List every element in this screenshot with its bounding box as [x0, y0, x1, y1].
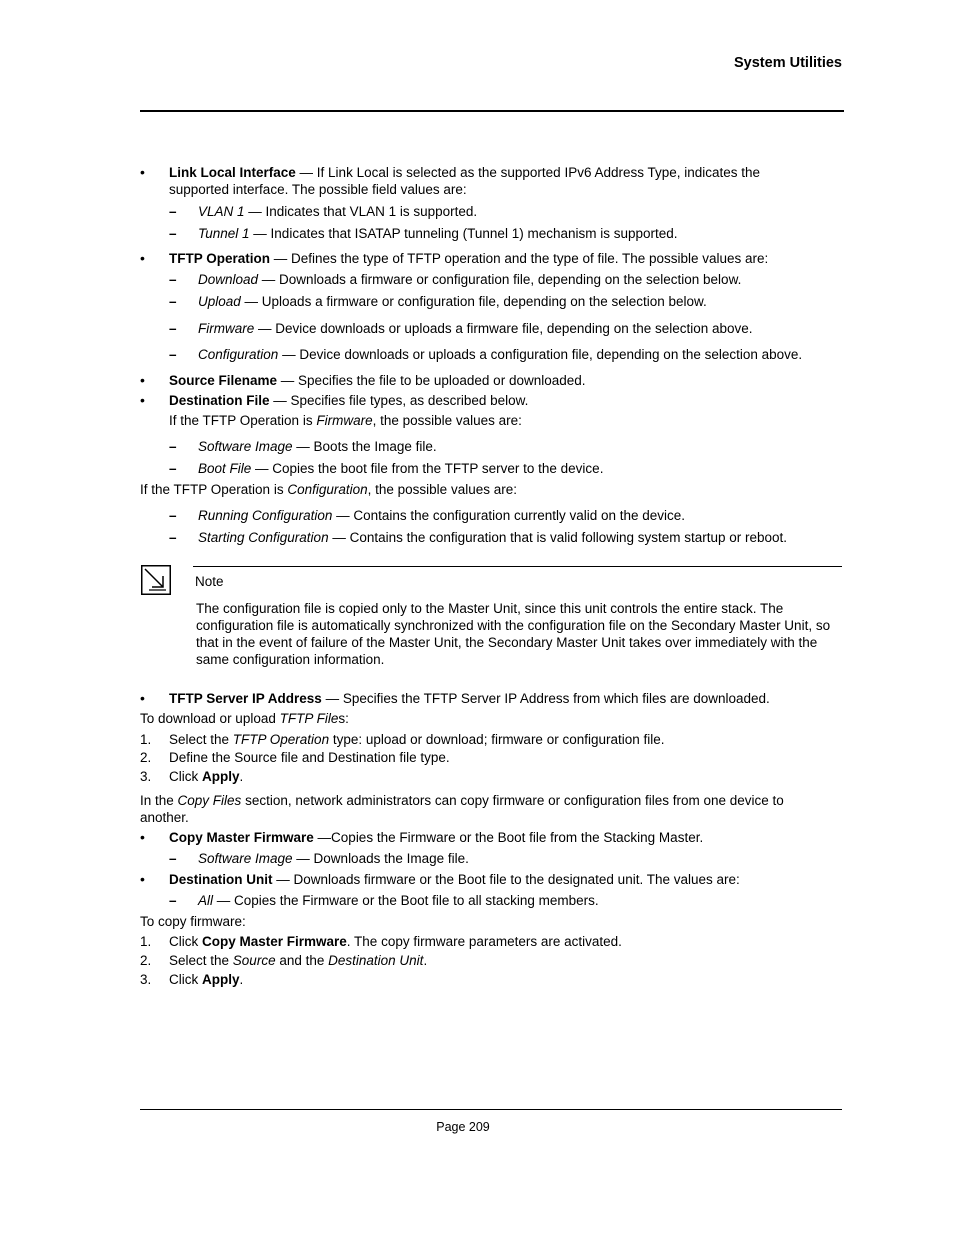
- step-click-apply: Click Apply.: [169, 769, 244, 784]
- note-label: Note: [195, 574, 224, 589]
- bullet-link-local-interface: Link Local Interface — If Link Local is selected as the supported IPv6 Address Type, indicates the: [169, 165, 761, 180]
- sub-all: All — Copies the Firmware or the Boot file to all stacking members.: [198, 893, 599, 908]
- download-intro: To download or upload TFTP Files:: [140, 711, 349, 726]
- step-number: 1.: [140, 732, 152, 747]
- dash: [169, 850, 177, 867]
- step-number: 2.: [140, 953, 152, 968]
- header-rule: [140, 110, 844, 112]
- dash: [169, 460, 177, 477]
- dash: [169, 529, 177, 546]
- dash: [169, 271, 177, 288]
- sub-starting-configuration: Starting Configuration — Contains the configuration that is valid following system startup or reboot.: [198, 530, 788, 545]
- bullet-destination-unit: Destination Unit — Downloads firmware or the Boot file to the designated unit. The values are:: [169, 872, 740, 887]
- sub-configuration: Configuration — Device downloads or uploads a configuration file, depending on the selection above.: [198, 347, 803, 362]
- dash: [169, 346, 177, 363]
- copy-files-intro: In the Copy Files section, network administrators can copy firmware or configuration files from one device to: [140, 793, 784, 808]
- dash: [169, 320, 177, 337]
- note-rule: [193, 566, 842, 567]
- copy-files-intro-cont: another.: [140, 810, 189, 825]
- bullet: [140, 164, 145, 181]
- bullet-link-local-interface-cont: supported interface. The possible field values are:: [169, 182, 467, 197]
- sub-firmware: Firmware — Device downloads or uploads a firmware file, depending on the selection above.: [198, 321, 753, 336]
- dash: [169, 892, 177, 909]
- dash: [169, 293, 177, 310]
- step-select-source-destination: Select the Source and the Destination Unit.: [169, 953, 428, 968]
- step-click-apply-2: Click Apply.: [169, 972, 244, 987]
- sub-vlan-1: VLAN 1 — Indicates that VLAN 1 is supported.: [198, 204, 478, 219]
- step-click-copy-master: Click Copy Master Firmware. The copy firmware parameters are activated.: [169, 934, 622, 949]
- sub-tunnel-1: Tunnel 1 — Indicates that ISATAP tunneling (Tunnel 1) mechanism is supported.: [198, 226, 678, 241]
- bullet: [140, 372, 145, 389]
- step-define-files: Define the Source file and Destination file type.: [169, 750, 450, 765]
- sub-download: Download — Downloads a firmware or configuration file, depending on the selection below.: [198, 272, 742, 287]
- configuration-intro: If the TFTP Operation is Configuration, the possible values are:: [140, 482, 517, 497]
- step-number: 3.: [140, 972, 152, 987]
- step-number: 1.: [140, 934, 152, 949]
- note-body: The configuration file is copied only to the Master Unit, since this unit controls the entire stack. The configuration file is automatically synchronized with the configuration file on the Secondary Master Unit, so that in the event of failure of the Master Unit, the Secondary Master Unit takes over immediately with the same configuration information.: [196, 601, 831, 667]
- bullet: [140, 392, 145, 409]
- step-number: 3.: [140, 769, 152, 784]
- sub-running-configuration: Running Configuration — Contains the configuration currently valid on the device.: [198, 508, 686, 523]
- sub-software-image-download: Software Image — Downloads the Image file.: [198, 851, 469, 866]
- page-number: Page 209: [436, 1120, 490, 1134]
- firmware-intro: If the TFTP Operation is Firmware, the possible values are:: [169, 413, 522, 428]
- bullet-tftp-operation: TFTP Operation — Defines the type of TFTP operation and the type of file. The possible values are:: [169, 251, 769, 266]
- footer-rule: [140, 1109, 842, 1110]
- dash: [169, 438, 177, 455]
- bullet-destination-file: Destination File — Specifies file types, as described below.: [169, 393, 529, 408]
- bullet: [140, 690, 145, 707]
- bullet-tftp-server-ip-address: TFTP Server IP Address — Specifies the TFTP Server IP Address from which files are downloaded.: [169, 691, 770, 706]
- step-select-operation: Select the TFTP Operation type: upload or download; firmware or configuration file.: [169, 732, 665, 747]
- note-icon: [141, 565, 171, 595]
- dash: [169, 507, 177, 524]
- bullet-source-filename: Source Filename — Specifies the file to be uploaded or downloaded.: [169, 373, 586, 388]
- sub-upload: Upload — Uploads a firmware or configuration file, depending on the selection below.: [198, 294, 707, 309]
- copy-firmware-intro: To copy firmware:: [140, 914, 246, 929]
- step-number: 2.: [140, 750, 152, 765]
- sub-software-image: Software Image — Boots the Image file.: [198, 439, 437, 454]
- bullet: [140, 871, 145, 888]
- dash: [169, 203, 177, 220]
- sub-boot-file: Boot File — Copies the boot file from the TFTP server to the device.: [198, 461, 604, 476]
- bullet: [140, 250, 145, 267]
- dash: [169, 225, 177, 242]
- bullet-copy-master-firmware: Copy Master Firmware —Copies the Firmware or the Boot file from the Stacking Master.: [169, 830, 704, 845]
- header-title: System Utilities: [734, 55, 842, 71]
- bullet: [140, 829, 145, 846]
